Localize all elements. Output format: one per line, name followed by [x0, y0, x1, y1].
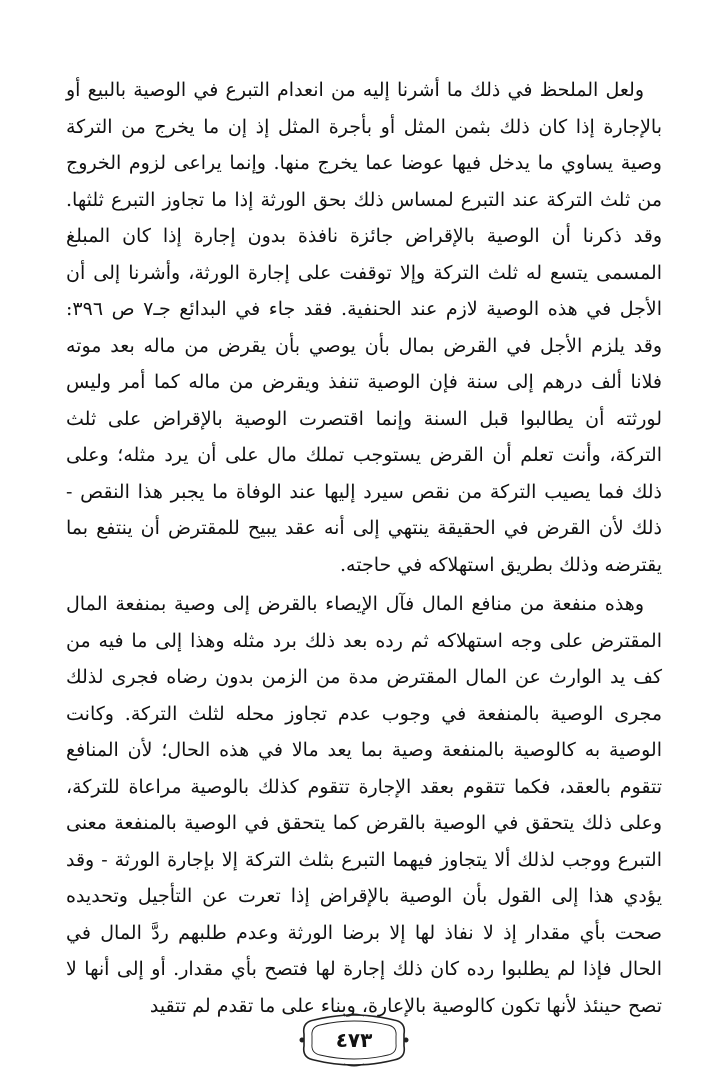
body-text [66, 72, 662, 1024]
page-number-ornament [294, 1012, 414, 1068]
page-number: ٤٧٣ [335, 1028, 373, 1052]
paragraph-1: ولعل الملحظ في ذلك ما أشرنا إليه من انعدام التبرع في الوصية بالبيع أو بالإجارة إذا كان ذلك بثمن المثل أو بأجرة المثل إذ إن ما يخرج من التركة وصية يساوي ما يدخل فيها عوضا عما يخرج منها. وإنما يراعى لزوم الخروج من ثلث التركة عند التبرع لمساس ذلك بحق الورثة إذا ما تجاوز التبرع ثلثها. وقد ذكرنا أن الوصية بالإقراض جائزة نافذة بدون إجارة إذا كان المبلغ المسمى يتسع له ثلث التركة وإلا توقفت على إجارة الورثة، وأشرنا إلى أن الأجل في هذه الوصية لازم عند الحنفية. فقد جاء في البدائع جـ٧ ص ٣٩٦: وقد يلزم الأجل في القرض بمال بأن يوصي بأن يقرض من ماله بعد موته فلانا ألف درهم إلى سنة فإن الوصية تنفذ ويقرض من ماله كما أمر وليس لورثته أن يطالبوا قبل السنة وإنما اقتصرت الوصية بالإقراض على ثلث التركة، وأنت تعلم أن القرض يستوجب تملك مال على أن يرد مثله؛ وعلى ذلك فما يصيب التركة من نقص سيرد إليها عند الوفاة ما يجبر هذا النقص - ذلك لأن القرض في الحقيقة ينتهي إلى أنه عقد يبيح للمقترض أن ينتفع بما يقترضه وذلك بطريق استهلاكه في حاجته. [66, 79, 662, 576]
page-footer [0, 1010, 708, 1070]
paragraph-2: وهذه منفعة من منافع المال فآل الإيصاء بالقرض إلى وصية بمنفعة المال المقترض على وجه استهلاكه ثم رده بعد ذلك برد مثله وهذا إلى ما فيه من كف يد الوارث عن المال المقترض مدة من الزمن بدون رضاه فجرى لذلك مجرى الوصية بالمنفعة في وجوب عدم تجاوز محله لثلث التركة. وكانت الوصية به كالوصية بالمنفعة وصية بما يعد مالا في هذه الحال؛ لأن المنافع تتقوم بالعقد، فكما تتقوم بعقد الإجارة تتقوم كذلك بالوصية مراعاة للتركة، وعلى ذلك يتحقق في الوصية بالقرض كما يتحقق في الوصية بالمنفعة معنى التبرع ووجب لذلك ألا يتجاوز فيهما التبرع بثلث التركة إلا بإجارة الورثة - وقد يؤدي هذا إلى القول بأن الوصية بالإقراض إذا تعرت عن التأجيل وتحديده صحت بأي مقدار إذ لا نفاذ لها إلا برضا الورثة وعدم طلبهم ردَّ المال في الحال فإذا لم يطلبوا رده كان ذلك إجارة لها فتصح بأي مقدار. أو إلى أنها لا تصح حينئذ لأنها تكون كالوصية بالإعارة، وبناء على ما تقدم لم تتقيد [66, 593, 663, 1017]
